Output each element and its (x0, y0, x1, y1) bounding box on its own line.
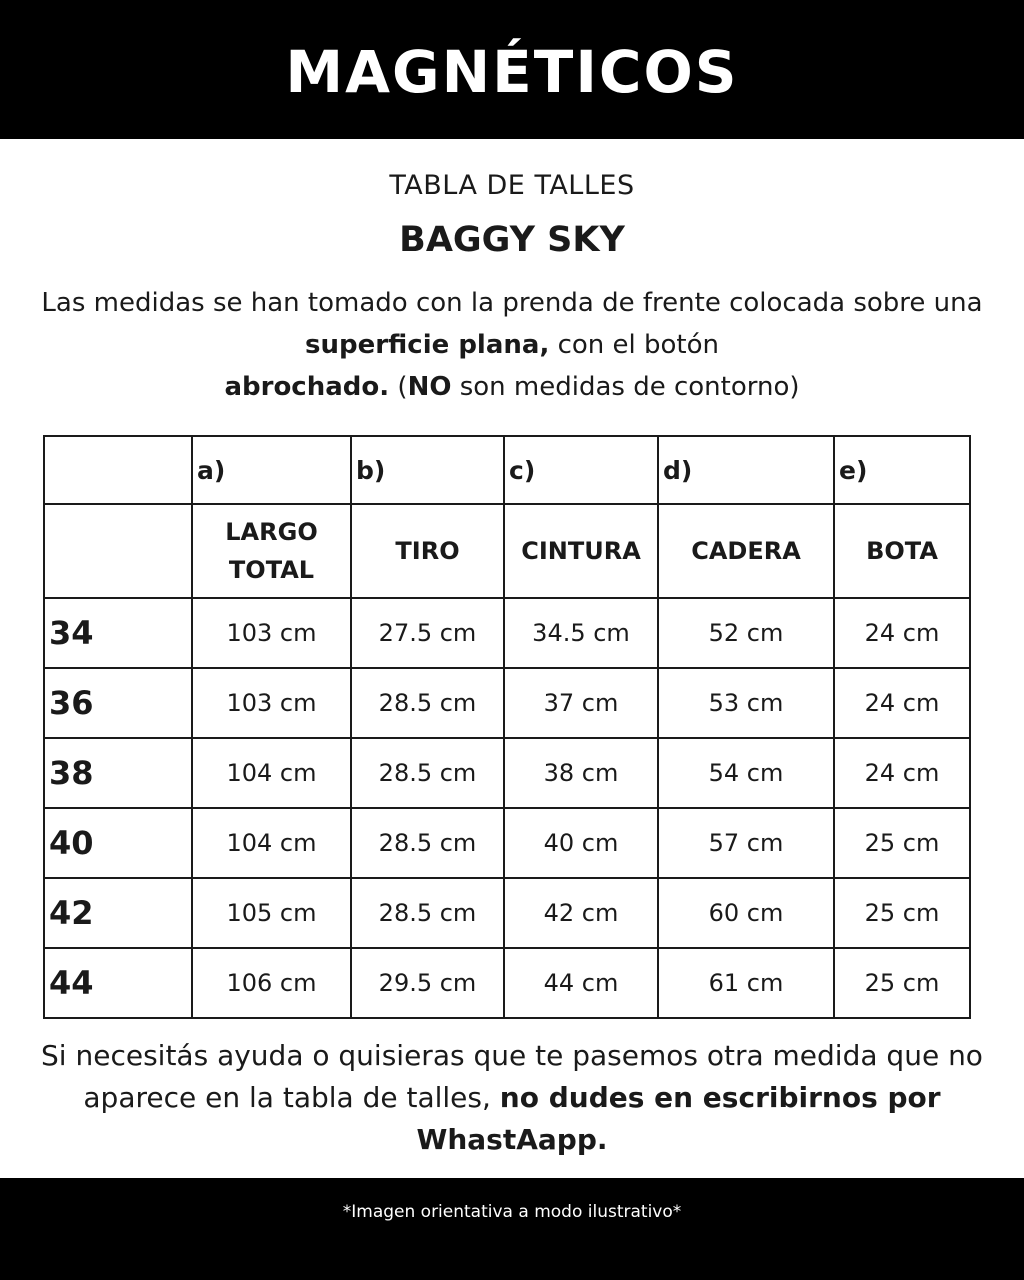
note-bold-1: superficie plana, (304, 330, 550, 360)
header-bar (0, 0, 1024, 139)
measurement-note (40, 282, 984, 408)
table-cell: 28.5 cm (351, 738, 504, 808)
table-cell: 105 cm (192, 878, 351, 948)
column-header: BOTA (834, 504, 970, 598)
table-cell: 25 cm (834, 808, 970, 878)
column-header: TIRO (351, 504, 504, 598)
table-cell: 57 cm (658, 808, 834, 878)
footer-bar (0, 1178, 1024, 1280)
column-header: CINTURA (504, 504, 658, 598)
size-label: 36 (44, 668, 192, 738)
table-cell: 40 cm (504, 808, 658, 878)
table-cell: 104 cm (192, 808, 351, 878)
table-cell: 42 cm (504, 878, 658, 948)
size-label: 44 (44, 948, 192, 1018)
size-label: 40 (44, 808, 192, 878)
note-text-4: son medidas de contorno) (451, 372, 800, 402)
note-bold-3: NO (407, 372, 452, 402)
table-cell: 60 cm (658, 878, 834, 948)
letter-cell: b) (351, 436, 504, 504)
table-cell: 54 cm (658, 738, 834, 808)
help-bold-text: no dudes en escribirnos por WhastAapp. (416, 1081, 941, 1156)
table-cell: 24 cm (834, 738, 970, 808)
table-cell: 44 cm (504, 948, 658, 1018)
letter-cell: c) (504, 436, 658, 504)
table-cell: 103 cm (192, 598, 351, 668)
size-label: 42 (44, 878, 192, 948)
table-cell: 24 cm (834, 598, 970, 668)
table-cell: 29.5 cm (351, 948, 504, 1018)
size-label: 34 (44, 598, 192, 668)
table-cell: 27.5 cm (351, 598, 504, 668)
table-cell: 28.5 cm (351, 808, 504, 878)
table-cell: 106 cm (192, 948, 351, 1018)
note-bold-2: abrochado. (224, 372, 390, 402)
note-text-2: con el botón (549, 330, 720, 360)
table-cell: 38 cm (504, 738, 658, 808)
table-row (44, 808, 970, 878)
model-name: BAGGY SKY (399, 220, 625, 260)
table-header-row (44, 504, 970, 598)
table-cell: 53 cm (658, 668, 834, 738)
note-text-3: ( (389, 372, 408, 402)
table-corner-cell (44, 504, 192, 598)
help-note (10, 1035, 1014, 1161)
table-cell: 28.5 cm (351, 668, 504, 738)
table-cell: 24 cm (834, 668, 970, 738)
size-table (43, 435, 971, 1019)
table-corner-cell (44, 436, 192, 504)
table-letter-row (44, 436, 970, 504)
size-label: 38 (44, 738, 192, 808)
table-cell: 25 cm (834, 948, 970, 1018)
table-row (44, 878, 970, 948)
table-cell: 103 cm (192, 668, 351, 738)
table-cell: 28.5 cm (351, 878, 504, 948)
column-header: LARGO TOTAL (192, 504, 351, 598)
table-cell: 34.5 cm (504, 598, 658, 668)
table-cell: 25 cm (834, 878, 970, 948)
letter-cell: a) (192, 436, 351, 504)
table-row (44, 738, 970, 808)
letter-cell: d) (658, 436, 834, 504)
table-cell: 61 cm (658, 948, 834, 1018)
letter-cell: e) (834, 436, 970, 504)
help-text: Si necesitás ayuda o quisieras que te pasemos otra medida que no aparece en la tabla de talles, (41, 1039, 983, 1114)
table-row (44, 668, 970, 738)
table-row (44, 948, 970, 1018)
note-text-1: Las medidas se han tomado con la prenda de frente colocada sobre una (41, 288, 983, 318)
table-cell: 52 cm (658, 598, 834, 668)
brand-title: MAGNÉTICOS (285, 37, 739, 106)
disclaimer-text: *Imagen orientativa a modo ilustrativo* (342, 1202, 682, 1222)
table-row (44, 598, 970, 668)
page-subtitle: TABLA DE TALLES (389, 170, 635, 201)
column-header: CADERA (658, 504, 834, 598)
table-cell: 37 cm (504, 668, 658, 738)
table-cell: 104 cm (192, 738, 351, 808)
